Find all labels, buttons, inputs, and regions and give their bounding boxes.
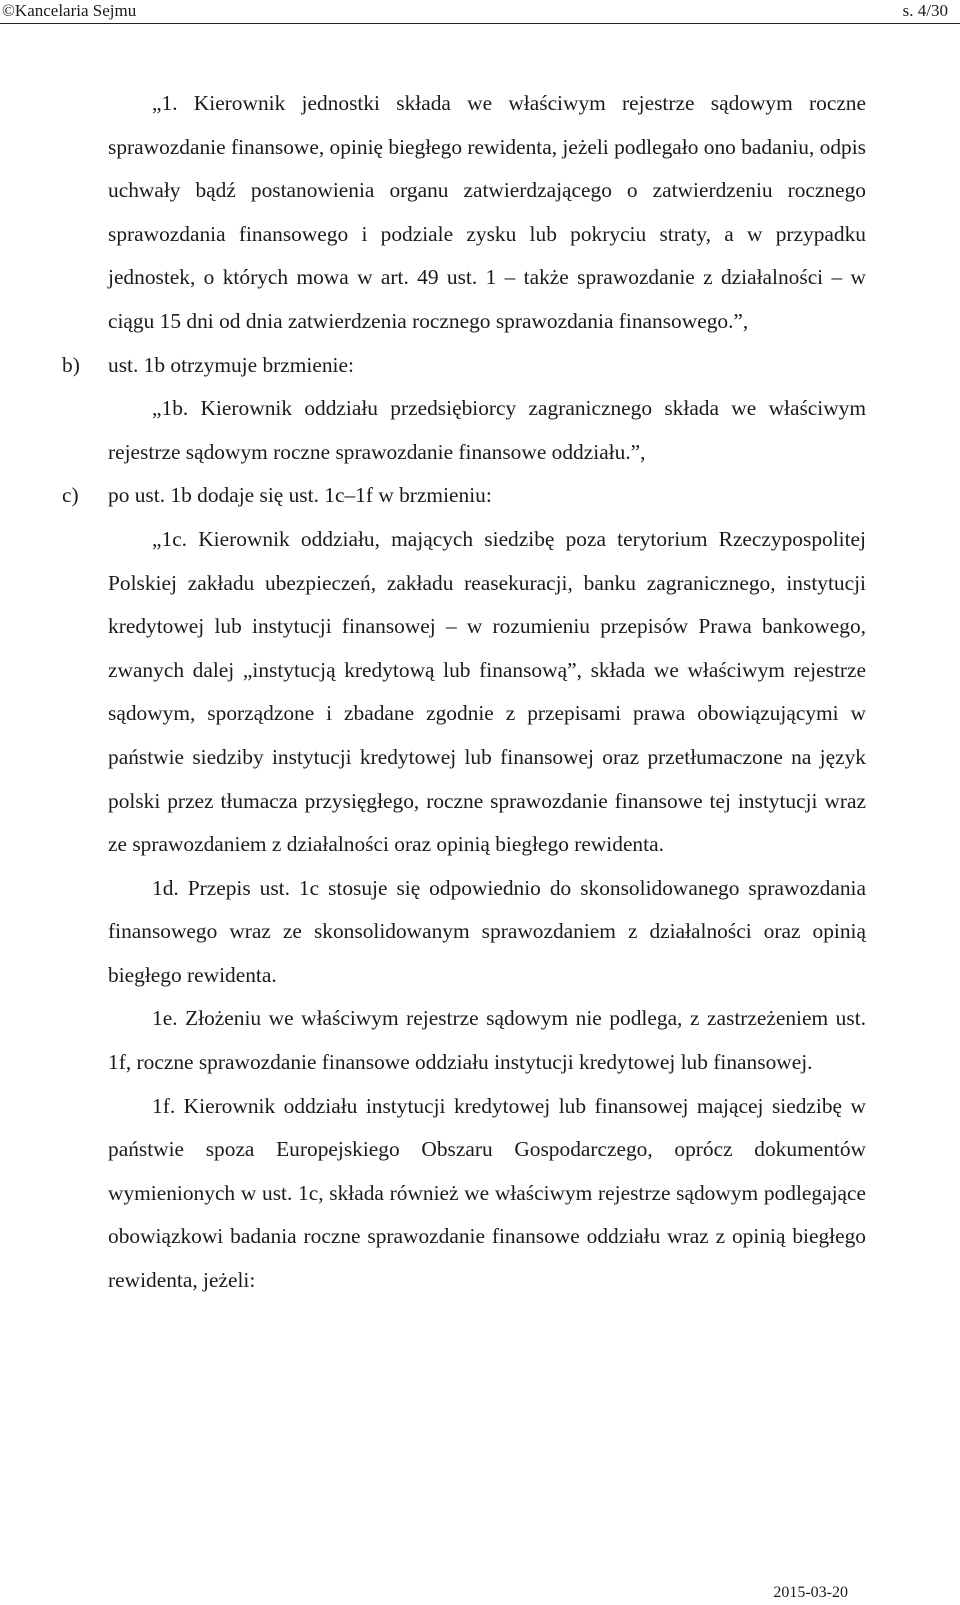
copyright-label: ©Kancelaria Sejmu	[2, 1, 137, 20]
paragraph-1e: 1e. Złożeniu we właściwym rejestrze sądowym nie podlega, z zastrzeżeniem ust. 1f, roczne sprawozdanie finansowe oddziału instytucji kredytowej lub finansowej.	[108, 1006, 866, 1075]
list-text-b: ust. 1b otrzymuje brzmienie:	[108, 352, 354, 377]
paragraph-1: „1. Kierownik jednostki składa we właściwym rejestrze sądowym roczne sprawozdanie finansowe, opinię biegłego rewidenta, jeżeli podlegało ono badaniu, odpis uchwały bądź postanowienia organu zatwierdzającego o zatwierdzeniu rocznego sprawozdania finansowego i podziale zysku lub pokryciu straty, a w przypadku jednostek, o których mowa w art. 49 ust. 1 – także sprawozdanie z działalności – w ciągu 15 dni od dnia zatwierdzenia rocznego sprawozdania finansowego.”,	[108, 91, 866, 333]
header-divider	[0, 23, 960, 24]
page-number: s. 4/30	[902, 1, 948, 20]
list-label-b: b)	[62, 352, 80, 377]
paragraph-1f: 1f. Kierownik oddziału instytucji kredytowej lub finansowej mającej siedzibę w państwie spoza Europejskiego Obszaru Gospodarczego, oprócz dokumentów wymienionych w ust. 1c, składa również we właściwym rejestrze sądowym podlegające obowiązkowi badania roczne sprawozdanie finansowe oddziału wraz z opinią biegłego rewidenta, jeżeli:	[108, 1093, 866, 1293]
paragraph-1d: 1d. Przepis ust. 1c stosuje się odpowiednio do skonsolidowanego sprawozdania finansowego wraz ze skonsolidowanym sprawozdaniem z działalności oraz opinią biegłego rewidenta.	[108, 875, 866, 987]
paragraph-1b: „1b. Kierownik oddziału przedsiębiorcy zagranicznego składa we właściwym rejestrze sądowym roczne sprawozdanie finansowe oddziału.”,	[108, 396, 866, 464]
list-item-c	[0, 474, 866, 518]
paragraph-1c: „1c. Kierownik oddziału, mających siedzibę poza terytorium Rzeczypospolitej Polskiej zakładu ubezpieczeń, zakładu reasekuracji, banku zagranicznego, instytucji kredytowej lub instytucji finansowej – w rozumieniu przepisów Prawa bankowego, zwanych dalej „instytucją kredytową lub finansową”, składa we właściwym rejestrze sądowym, sporządzone i zbadane zgodnie z przepisami prawa obowiązującymi w państwie siedziby instytucji kredytowej lub finansowej oraz przetłumaczone na język polski przez tłumacza przysięgłego, roczne sprawozdanie finansowe tej instytucji wraz ze sprawozdaniem z działalności oraz opinią biegłego rewidenta.	[108, 526, 866, 857]
page-header	[0, 0, 960, 24]
list-label-c: c)	[62, 483, 79, 508]
footer-date: 2015-03-20	[773, 1584, 848, 1601]
list-item-b	[0, 344, 866, 388]
document-body	[0, 82, 960, 1303]
list-text-c: po ust. 1b dodaje się ust. 1c–1f w brzmieniu:	[108, 483, 492, 508]
